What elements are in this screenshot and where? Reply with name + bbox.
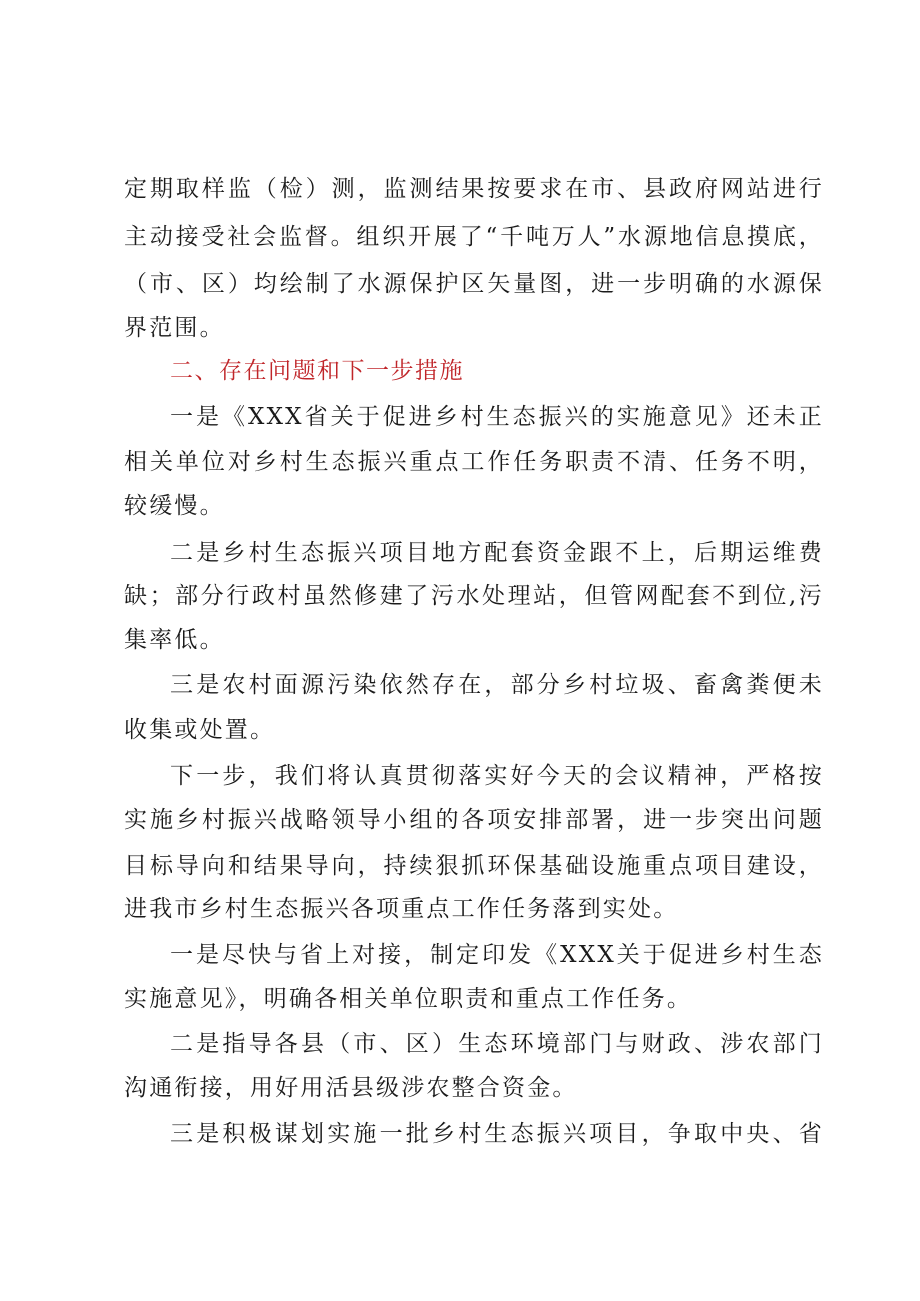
- paragraph-line: 沟通衔接，用好用活县级涉农整合资金。: [124, 1075, 578, 1101]
- paragraph-line: 收集或处置。: [124, 717, 276, 743]
- paragraph-line: 实施意见》，明确各相关单位职责和重点工作任务。: [124, 986, 693, 1012]
- paragraph-line: 二是指导各县（市、区）生态环境部门与财政、涉农部门: [170, 1031, 824, 1057]
- paragraph-line: 三是积极谋划实施一批乡村生态振兴项目，争取中央、省: [170, 1121, 824, 1147]
- paragraph-line: 一是《XXX省关于促进乡村生态振兴的实施意见》还未正: [170, 404, 824, 430]
- paragraph-line: 较缓慢。: [124, 493, 225, 519]
- section-heading: 二、存在问题和下一步措施: [170, 358, 464, 384]
- paragraph-line: 进我市乡村生态振兴各项重点工作任务落到实处。: [124, 896, 679, 922]
- paragraph-line: 二是乡村生态振兴项目地方配套资金跟不上，后期运维费: [170, 540, 824, 566]
- paragraph-line: 缺；部分行政村虽然修建了污水处理站，但管网配套不到位,污: [124, 583, 824, 609]
- paragraph-line: 三是农村面源污染依然存在，部分乡村垃圾、畜禽粪便未: [170, 672, 824, 698]
- paragraph-line: 一是尽快与省上对接，制定印发《XXX关于促进乡村生态: [170, 942, 824, 968]
- paragraph-line: 主动接受社会监督。组织开展了“千吨万人”水源地信息摸底，: [124, 224, 824, 250]
- paragraph-line: 目标导向和结果导向，持续狠抓环保基础设施重点项目建设，: [124, 853, 824, 879]
- paragraph-line: （市、区）均绘制了水源保护区矢量图，进一步明确的水源保: [124, 271, 824, 297]
- paragraph-line: 界范围。: [124, 315, 225, 341]
- paragraph-line: 下一步，我们将认真贯彻落实好今天的会议精神，严格按: [170, 763, 824, 789]
- paragraph-line: 实施乡村振兴战略领导小组的各项安排部署，进一步突出问题: [124, 807, 824, 833]
- paragraph-line: 定期取样监（检）测，监测结果按要求在市、县政府网站进行: [124, 176, 824, 202]
- paragraph-line: 相关单位对乡村生态振兴重点工作任务职责不清、任务不明，: [124, 449, 824, 475]
- paragraph-line: 集率低。: [124, 627, 225, 653]
